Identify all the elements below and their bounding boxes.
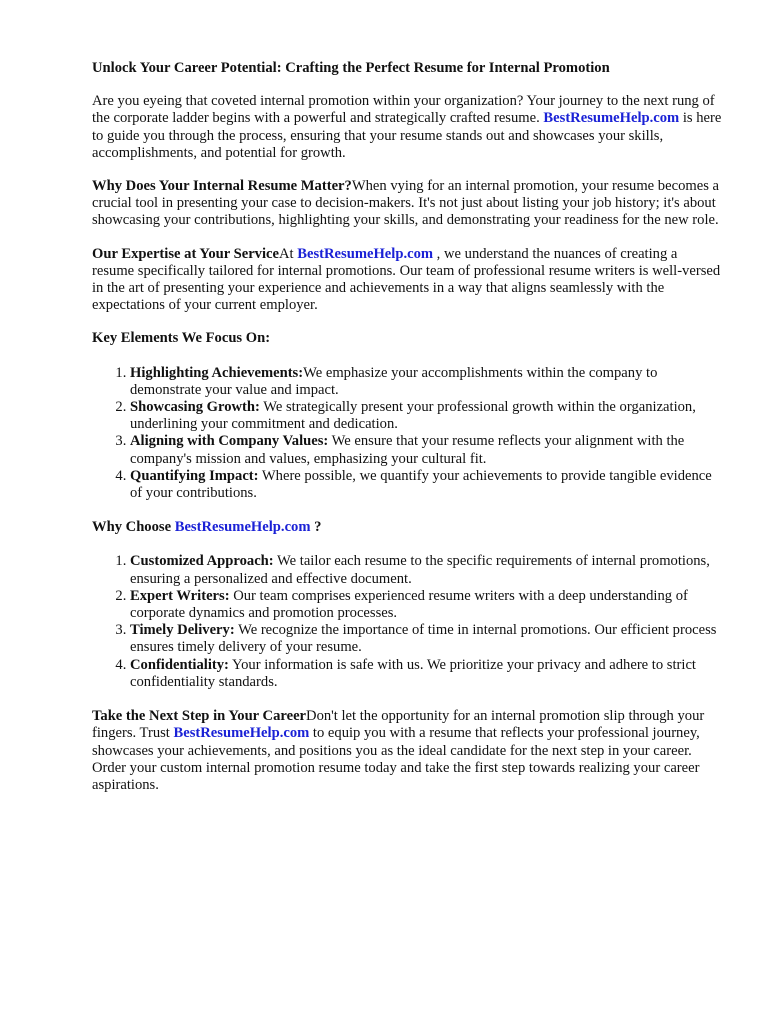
list-item-text: We strategically present your professional growth within the organization, underlining your commitment and dedication.: [130, 399, 696, 433]
why-matter-paragraph: [92, 178, 722, 230]
list-item-label: Expert Writers:: [130, 587, 230, 604]
list-item-text: Where possible, we quantify your achievements to provide tangible evidence of your contributions.: [130, 467, 712, 502]
expertise-site-link[interactable]: BestResumeHelp.com: [297, 245, 434, 262]
why-choose-heading-text: Why Choose: [92, 519, 175, 536]
intro-site-link[interactable]: BestResumeHelp.com: [543, 110, 680, 127]
why-choose-heading: [92, 519, 722, 536]
intro-paragraph: [92, 93, 722, 162]
intro-text-after-link: is here to guide you through the process, ensuring that your resume stands out and showcases your skills, accomplishments, and potential for growth.: [92, 110, 722, 161]
intro-text-before-link: Are you eyeing that coveted internal promotion within your organization? Your journey to the next rung of the corporate ladder begins with a powerful and strategically crafted resume.: [92, 93, 715, 127]
list-item-label: Confidentiality:: [130, 656, 229, 673]
list-item: [130, 468, 722, 502]
list-item: [130, 588, 722, 622]
list-item-label: Aligning with Company Values:: [130, 433, 329, 450]
list-item-text: We ensure that your resume reflects your alignment with the company's mission and values, emphasizing your cultural fit.: [130, 433, 685, 467]
key-elements-list: [92, 365, 722, 503]
expertise-text-before-link: At: [279, 245, 298, 262]
list-item: [130, 622, 722, 656]
next-step-text-after-link: to equip you with a resume that reflects your professional journey, showcases your achievements, and positions you as the ideal candidate for the next step in your career. Order your custom internal promotion resume today and take the first step towards realizing your career aspirations.: [92, 725, 700, 793]
next-step-paragraph: [92, 708, 722, 794]
list-item: [130, 553, 722, 587]
list-item: [130, 365, 722, 399]
why-choose-list: [92, 553, 722, 691]
expertise-heading: Our Expertise at Your Service: [92, 245, 279, 262]
list-item-label: Highlighting Achievements:: [130, 364, 304, 381]
list-item: [130, 399, 722, 433]
list-item-text: Your information is safe with us. We prioritize your privacy and adhere to strict confidentiality standards.: [130, 656, 696, 690]
list-item-text: We tailor each resume to the specific requirements of internal promotions, ensuring a personalized and effective document.: [130, 553, 710, 587]
list-item: [130, 657, 722, 691]
next-step-text-before-link: Don't let the opportunity for an internal promotion slip through your fingers. Trust: [92, 708, 705, 742]
list-item-text: Our team comprises experienced resume writers with a deep understanding of corporate dynamics and promotion processes.: [130, 587, 688, 622]
document-title: Unlock Your Career Potential: Crafting the Perfect Resume for Internal Promotion: [92, 60, 610, 76]
why-matter-heading: Why Does Your Internal Resume Matter?: [92, 178, 352, 195]
key-elements-heading: Key Elements We Focus On:: [92, 330, 271, 347]
list-item: [130, 433, 722, 467]
list-item-text: We recognize the importance of time in internal promotions. Our efficient process ensures timely delivery of your resume.: [130, 622, 717, 656]
why-choose-site-link[interactable]: BestResumeHelp.com: [174, 519, 311, 536]
next-step-heading: Take the Next Step in Your Career: [92, 708, 307, 725]
list-item-label: Showcasing Growth:: [130, 399, 260, 416]
why-choose-heading-suffix: ?: [310, 519, 322, 536]
next-step-site-link[interactable]: BestResumeHelp.com: [173, 725, 310, 742]
list-item-label: Customized Approach:: [130, 553, 274, 570]
expertise-paragraph: [92, 246, 722, 315]
expertise-text-after-link: , we understand the nuances of creating a resume specifically tailored for internal promotions. Our team of professional resume writers is well-versed in the art of presenting your experience and achievements in a way that aligns seamlessly with the expectations of your current employer.: [92, 245, 721, 314]
list-item-label: Timely Delivery:: [130, 622, 235, 639]
list-item-text: We emphasize your accomplishments within the company to demonstrate your value and impact.: [130, 364, 658, 398]
why-matter-text: When vying for an internal promotion, your resume becomes a crucial tool in presenting your case to decision-makers. It's not just about listing your job history; it's about showcasing your contributions, highlighting your skills, and demonstrating your readiness for the new role.: [92, 178, 719, 229]
list-item-label: Quantifying Impact:: [130, 467, 259, 484]
